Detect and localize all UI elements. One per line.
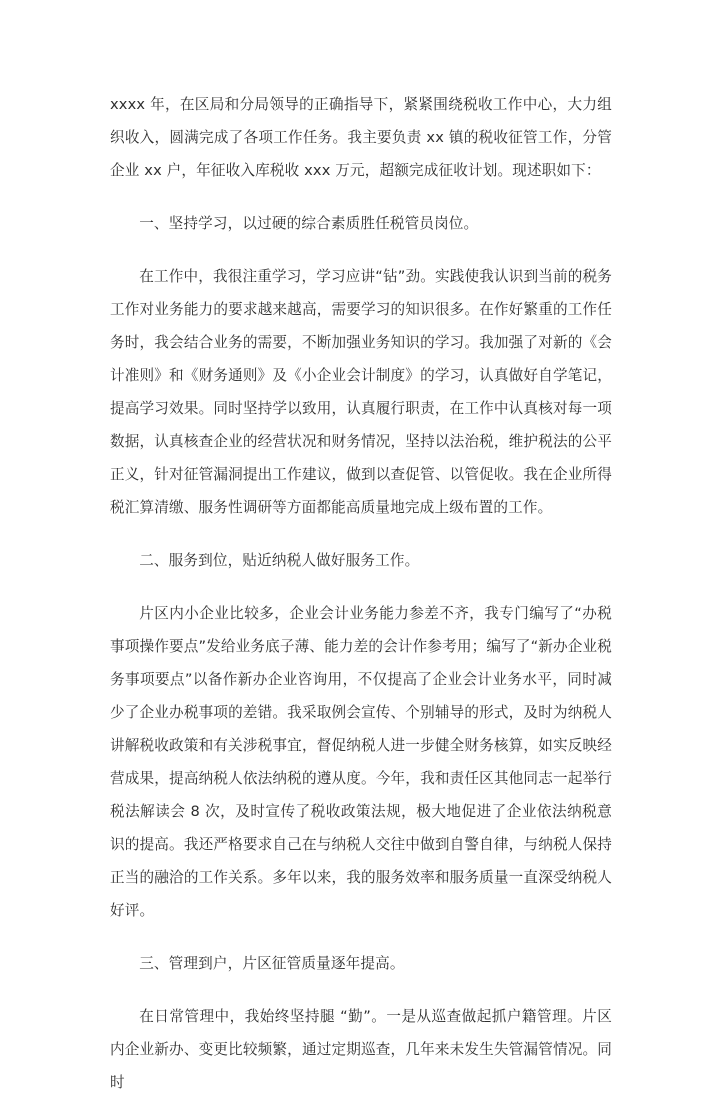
heading-section-one: 一、坚持学习，以过硬的综合素质胜任税管员岗位。: [139, 215, 479, 232]
paragraph-section-two-body: 片区内小企业比较多，企业会计业务能力参差不齐，我专门编写了“办税事项操作要点”发给业务底子薄、能力差的会计作参考用；编写了“新办企业税务事项要点”以备作新办企业咨询用，不仅提高了企业会计业务水平，同时减少了企业办税事项的差错。我采取例会宣传、个别辅导的形式，及时为纳税人讲解税收政策和有关涉税事宜，督促纳税人进一步健全财务核算，如实反映经营成果，提高纳税人依法纳税的遵从度。今年，我和责任区其他同志一起举行税法解读会 8 次，及时宣传了税收政策法规，极大地促进了企业依法纳税意识的提高。我还严格要求自己在与纳税人交往中做到自警自律，与纳税人保持正当的融洽的工作关系。多年以来，我的服务效率和服务质量一直深受纳税人好评。: [110, 605, 612, 919]
paragraph-section-three-body: 在日常管理中，我始终坚持腿 “勤”。一是从巡查做起抓户籍管理。片区内企业新办、变更比较频繁，通过定期巡查，几年来未发生失管漏管情况。同时: [110, 1008, 612, 1091]
paragraph-opening: xxxx 年，在区局和分局领导的正确指导下，紧紧围绕税收工作中心，大力组织收入，圆满完成了各项工作任务。我主要负责 xx 镇的税收征管工作，分管企业 xx 户，年征收入库税收 xxx 万元，超额完成征收计划。现述职如下：: [110, 96, 612, 179]
heading-section-two: 二、服务到位，贴近纳税人做好服务工作。: [139, 552, 420, 569]
paragraph-section-one-body: 在工作中，我很注重学习，学习应讲“钻”劲。实践使我认识到当前的税务工作对业务能力的要求越来越高，需要学习的知识很多。在作好繁重的工作任务时，我会结合业务的需要，不断加强业务知识的学习。我加强了对新的《会计准则》和《财务通则》及《小企业会计制度》的学习，认真做好自学笔记，提高学习效果。同时坚持学以致用，认真履行职责，在工作中认真核对每一项数据，认真核查企业的经营状况和财务情况，坚持以法治税，维护税法的公平正义，针对征管漏洞提出工作建议，做到以查促管、以管促收。我在企业所得税汇算清缴、服务性调研等方面都能高质量地完成上级布置的工作。: [110, 268, 612, 516]
heading-section-three: 三、管理到户，片区征管质量逐年提高。: [139, 955, 405, 972]
document-text-block: [110, 88, 612, 1099]
